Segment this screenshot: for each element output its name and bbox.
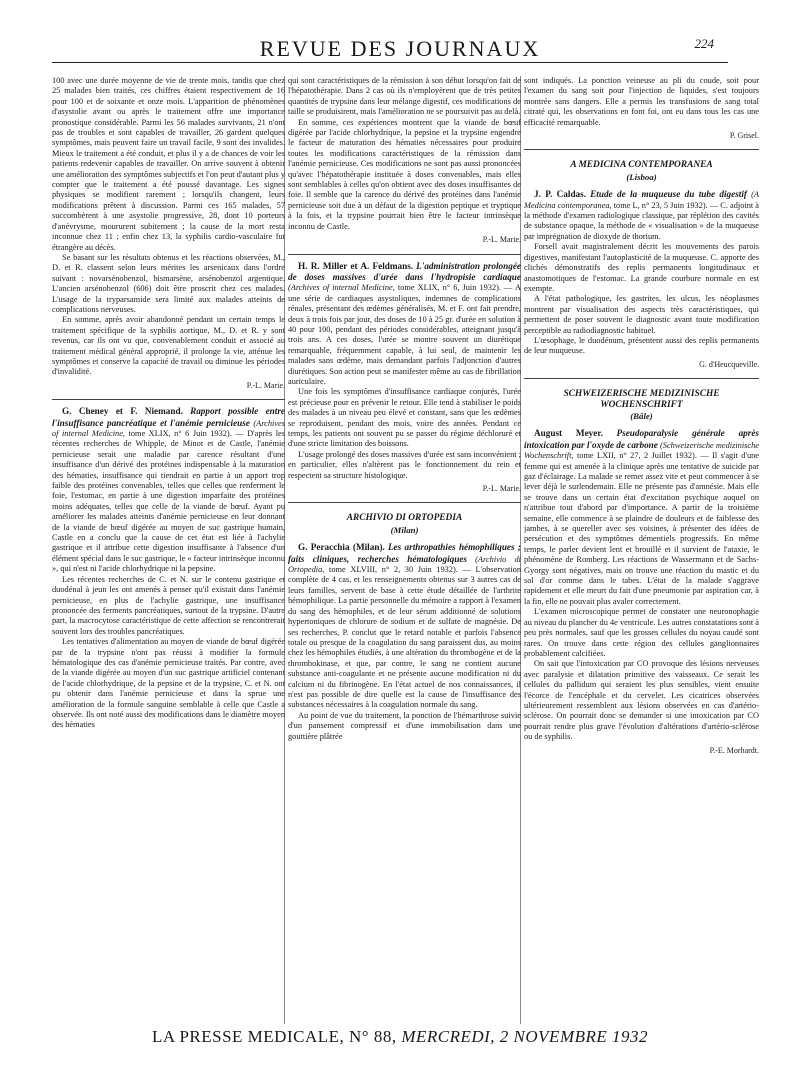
article-source: (Archivio di Ortopedia, — [288, 554, 521, 575]
page-number: 224 — [694, 36, 714, 51]
paragraph: qui sont caractéristiques de la rémission à son début lorsqu'on fait de l'hépatothérapie. Dans 2 cas où ils n'employèrent que de très petites quantités de trypsine dans leur mélange digestif, ces modifications de taille se produisirent, mais l'amélioration ne se poursuivit pas au delà. — [288, 76, 521, 117]
paragraph: 100 avec une durée moyenne de vie de trente mois, tandis que chez 25 malades bien traités, ces chiffres étaient respectivement de 16 pour 100 et de soixante et onze mois. L'apparition de phénomènes d'asystolie avant ou après le traitement offre une importance pronostique considérable. Parmi les 56 malades survivants, 21 n'ont pas de troubles et sont capables de travailler, 26 gardent quelques symptômes, mais peuvent faire un travail facile, 9 sont des invalides. Mieux le traitement a été conduit, et plus il y a de chances de voir les patients redevenir capables de travailler. On arrive souvent à obtenir une amélioration des symptômes subjectifs et l'on peut d'autant plus y compter que le traitement a été poussé davantage. Les signes physiques se modifient rarement ; lorsqu'ils changent, leurs modifications prêtent à discussion. Parmi ces 165 malades, 57 succombèrent à une asystolie progressive, 28, dont 10 porteurs d'anévrysme, moururent subitement ; la cause de la mort resta inconnue chez 11 ; enfin chez 13, la syphilis cardio-vasculaire fut étrangère au décès. — [52, 76, 285, 252]
paragraph: — A une série de cardiaques asystoliques, indemnes de complications rénales, présentant des œdèmes généralisés, M. et F. ont fait prendre, deux à trois fois par jour, des doses de 10 à 25 gr. d'urée en solution à 40 pour 100, pendant des périodes considérables, atteignant jusqu'à trois ans. A ces doses, l'urée se montre souvent un diurétique remarquable, fréquemment capable, à lui seul, de maintenir les malades sans œdème, mais demandant parfois l'adjonction d'autres diurétiques. Son action peut se manifester même au cas de fibrillation auriculaire. — [288, 283, 521, 386]
article-authors: H. R. Miller et A. Feldmans. — [298, 260, 414, 271]
paragraph: — Il s'agit d'une femme qui est amenée à la clinique après une tentative de suicide par gaz d'éclairage. La malade se remet assez vite et peut commencer à se lever déjà le surlendemain. Elle ne présente pas d'amnésie. Mais elle se trouve dans un certain état d'excitation psychique auquel on n'attribue tout d'abord par d'importance. A partir de la troisième semaine, elle commence à se plaindre de douleurs et de faiblesse des jambes, à se quereller avec ses voisines, à présenter des idées de persécution et des symptômes démentiels progressifs. En même temps, le parler devient lent et brouillé et il survient de l'ataxie, le phénomène de Romberg. Les réactions de Wassermann et de Sachs-Gyorgy sont négatives, mais on trouve une réaction du mastic et du sol d'or comme dans le tabes. L'état de la malade s'aggrave rapidement et elle meurt du fait d'une pneumonie par aspiration car, à la fin, elle ne pouvait plus avaler correctement. — [524, 451, 759, 606]
paragraph: Forsell avait magistralement décrit les mouvements des parois digestives, manifestant l'autoplasticité de la muqueuse. C. apporte des clichés démonstratifs des replis permanents longitudinaux et anastomotiques de l'estomac. La grande courbure normale en est exempte. — [524, 242, 759, 293]
article-heading — [288, 542, 521, 711]
author-signature: G. d'Heucqueville. — [699, 359, 759, 369]
paragraph: Les tentatives d'alimentation au moyen de viande de bœuf digérée par de la trypsine n'ont pas réussi à modifier la formule hématologique des cas d'anémie pernicieuse traités. Par contre, avec de la viande digérée au moyen d'un suc gastrique artificiel contenant de l'acide chlorhydrique, de la pepsine et de la trypsine, C. et N. ont pu obtenir dans l'anémie pernicieuse et dans la sprue une amélioration de la formule sanguine semblable à celle que Castle a observée. Ils ont noté aussi des modifications dans le diamètre moyen des hématies — [52, 637, 285, 730]
article-source: (Archives of internal Medicine, — [288, 283, 395, 293]
article-citation: tome LXII, n° 27, 2 Juillet 1932). — [576, 451, 697, 461]
article-authors: G. Peracchia (Milan). — [298, 542, 385, 553]
article-heading — [524, 189, 759, 242]
article-title: Pseudoparalysie générale après intoxication par l'oxyde de carbone — [524, 428, 759, 450]
column-2 — [288, 76, 521, 1024]
article-source: (Schweizerische medizinische Wochenschrift, — [524, 440, 759, 461]
article-citation: tome XLIX, n° 6 Juin 1932). — [128, 429, 232, 438]
paragraph: On sait que l'intoxication par CO provoque des lésions nerveuses avec paralysie et dilatation primitive des vaisseaux. Ce serait les cellules du pallidum qui seraient les plus sensibles, vient ensuite l'écorce de l'encéphale et du cervelet. Les cicatrices observées ultérieurement ressemblent aux lésions observées en cas d'artério-sclérose. On pourrait donc se demander si une intoxication par CO pourrait rendre plus grave l'évolution d'altérations d'artério-sclérose ou de syphilis. — [524, 659, 759, 742]
article-title: Les arthropathies hémophiliques ; faits cliniques, recherches hématologiques — [288, 542, 521, 564]
article-source: (Archives of internal Medicine, — [52, 418, 285, 438]
article-title: L'administration prolongée de doses massives d'urée dans l'hydropisie cardiaque — [288, 260, 521, 282]
article-authors: August Meyer. — [534, 428, 603, 439]
paragraph: A l'état pathologique, les gastrites, les ulcus, les néoplasmes montrent par visualisation des aspects très caractéristiques, qui permettent de poser souvent le diagnostic avant toute modification perceptible au radiodiagnostic habituel. — [524, 294, 759, 335]
paragraph: Se basant sur les résultats obtenus et les réactions observées, M., D. et R. classent selon leurs mérites les arsenicaux dans l'ordre suivant : novarsénobenzol, bismarsène, arsénobenzol argentique. L'ancien arsénobenzol (606) doit être proscrit chez ces malades. L'usage de la tryparsamide sera limité aux malades atteints de complications nerveuses. — [52, 252, 285, 314]
paragraph: sont indiqués. La ponction veineuse au pli du coude, soit pour l'examen du sang soit pour l'injection de liquides, s'est toujours montrée sans dangers. Elle a permis les transfusions de sang total citraté qui, les observations en font foi, ont eu dans tous les cas une efficacité remarquable. — [524, 76, 759, 127]
paragraph: Au point de vue du traitement, la ponction de l'hémarthrose suivie d'un pansement compressif et d'une immobilisation dans une gouttière plâtrée — [288, 710, 521, 741]
article-separator — [288, 502, 521, 503]
paragraph: En somme, après avoir abandonné pendant un certain temps le traitement spécifique de la syphilis aortique, M., D. et R. y sont revenus, car ils ont vu que, convenablement conduit et associé au traitement médical général approprié, il prolonge la vie, atténue les symptômes et conserve la capacité de travail ou diminue les périodes d'invalidité. — [52, 315, 285, 377]
footer-issue: N° 88, — [349, 1027, 397, 1046]
paragraph: L'examen microscopique permet de constater une neuronophagie au niveau du plancher du 4e ventricule. Les autres constatations sont à peu près normales, sauf que les grosses cellules du noyau caudé sont rares. On trouve dans cette région des cellules ganglionnaires probablement calcifiées. — [524, 607, 759, 658]
article-citation: tome XLVIII, n° 2, 30 Juin 1932). — [329, 565, 458, 575]
paragraph: Une fois les symptômes d'insuffisance cardiaque conjurés, l'urée est précieuse pour en prévenir le retour. Elle tend à stabiliser le poids des malades à un niveau peu élevé et constant, sans que les œdèmes se reproduisent, pendant des mois, voire des années. Pendant ce temps, les patients ont souvent pu se passer du régime déchloruré et d'une stricte limitation des boissons. — [288, 387, 521, 449]
paragraph: — C. adjoint à la méthode d'examen radiologique classique, par réplétion des cavités de substance opaque, la méthode de « visualisation » de la muqueuse par imprégnation de dioxyde de thorium. — [524, 200, 759, 241]
article-citation: tome L, n° 23, 5 Juin 1932). — [613, 200, 708, 210]
section-city: (Bâle) — [630, 410, 653, 421]
section-title: SCHWEIZERISCHE MEDIZINISCHE WOCHENSCHRIFT — [563, 389, 720, 410]
article-heading — [52, 406, 285, 575]
article-heading — [288, 261, 521, 388]
article-authors: G. Cheney et F. Niemand. — [62, 406, 183, 417]
author-signature: P.-L. Marie. — [482, 484, 521, 494]
author-signature: P.-L. Marie. — [246, 380, 285, 390]
page-footer — [0, 1027, 800, 1047]
article-citation: tome XLIX, n° 6, Juin 1932). — [397, 283, 501, 293]
paragraph: — D'après les récentes recherches de Whipple, de Minot et de Castle, l'anémie pernicieuse serait une maladie par carence résultant d'une insuffisance d'un dérivé des protéines indispensable à la maturation des hématies, insuffisance qui tiendrait en partie à un apport trop faible des protéines convenables, telles que celles que renferment le foie, l'estomac, en partie à une digestion imparfaite des protéines moins adéquates, telles que celle de la viande de bœuf. Ayant pu améliorer les malades atteints d'anémie pernicieuse en leur donnant de la viande de bœuf digérée au moyen de suc gastrique humain, Castle en a conclu que la cause de cet état est liée à l'achylie gastrique et il attribue cette digestion insuffisante à l'absence d'un élément spécial dans le suc gastrique, le « facteur intrinsèque inconnu », qui n'est ni l'acide chlorhydrique ni la pepsine. — [52, 429, 285, 574]
article-source: (A Medicina contemporanea, — [524, 190, 759, 210]
author-signature: P.-E. Morhardt. — [709, 745, 759, 755]
article-authors: J. P. Caldas. — [534, 189, 587, 200]
article-separator — [52, 399, 285, 400]
author-signature: P. Grisel. — [729, 131, 759, 141]
section-city: (Lisboa) — [626, 171, 657, 182]
paragraph: L'œsophage, le duodénum, présentent aussi des replis permanents de leur muqueuse. — [524, 335, 759, 356]
footer-journal: LA PRESSE MEDICALE, — [151, 1027, 345, 1046]
footer-date: MERCREDI, 2 NOVEMBRE 1932 — [401, 1027, 649, 1046]
article-separator — [288, 254, 521, 255]
paragraph: — L'observation complète de 4 cas, et les renseignements obtenus sur 3 autres cas de leurs familles, servent de base à cette étude détaillée de l'arthrite hémophilique. La partie personnelle du mémoire a rapport à l'examen du sang des hémophiles, et de leur sérum additionné de solutions hypertoniques de chlorure de sodium et de sulfate de magnésie. De ses recherches, P. conclut que le retard notable et parfois l'absence totale ou presque de la coagulation du sang paraissent dus, au moins chez les hémophiles étudiés, à une altération du thrombogène et de la thrombokinase, et que, par contre, le sang ne contient aucune substance anti-coagulante et ne présente aucune modification ni du calcium ni du fibrinogène. En l'état actuel de nos connaissances, il n'est pas possible de dire quelle est la cause de l'insuffisance des substances nécessaires à la coagulation normale du sang. — [288, 565, 521, 710]
article-title: Etude de la muqueuse du tube digestif — [590, 189, 747, 200]
running-head-title: REVUE DES JOURNAUX — [259, 36, 541, 61]
article-heading — [524, 428, 759, 607]
article-title: Rapport possible entre l'insuffisance pancréatique et l'anémie pernicieuse — [52, 406, 285, 428]
column-1 — [52, 76, 285, 1024]
column-3 — [524, 76, 759, 1024]
article-separator — [524, 149, 759, 150]
paragraph: Les récentes recherches de C. et N. sur le contenu gastrique et duodénal à jeun les ont amenés à penser qu'il existait dans l'anémie pernicieuse, en plus de l'achylie gastrique, une insuffisance prononcée des ferments pancréatiques, surtout de la trypsine. D'autre part, la macrocytose caractéristique de cette affection se rencontrerait souvent lors des troubles pancréatiques. — [52, 574, 285, 636]
author-signature: P.-L. Marie. — [482, 235, 521, 245]
section-city: (Milan) — [390, 524, 419, 535]
article-separator — [524, 378, 759, 379]
paragraph: En somme, ces expériences montrent que la viande de bœuf digérée par l'acide chlorhydrique, la pepsine et la trypsine engendre le facteur de maturation des hématies nécessaires pour produire toutes les modifications caractéristiques de la rémission dans l'anémie pernicieuse. Ces modifications ne sont pas aussi prononcées qu'avec l'hépatothérapie instituée à doses convenables, mais elles sont semblables à celles qu'on obtient avec des doses insuffisantes de foie. Il semble que la carence du dérivé des protéines dans l'anémie pernicieuse soit due à un défaut de la digestion peptique et tryptique à la fois, et la trypsine pourrait bien être le facteur intrinsèque inconnu de Castle. — [288, 117, 521, 231]
section-title: ARCHIVIO DI ORTOPEDIA — [346, 513, 463, 524]
paragraph: L'usage prolongé des doses massives d'urée est sans inconvénient ; en particulier, elles n'altèrent pas le fonctionnement du rein et respectent sa structure histologique. — [288, 449, 521, 480]
header-rule — [52, 62, 728, 63]
section-title: A MEDICINA CONTEMPORANEA — [570, 160, 713, 171]
